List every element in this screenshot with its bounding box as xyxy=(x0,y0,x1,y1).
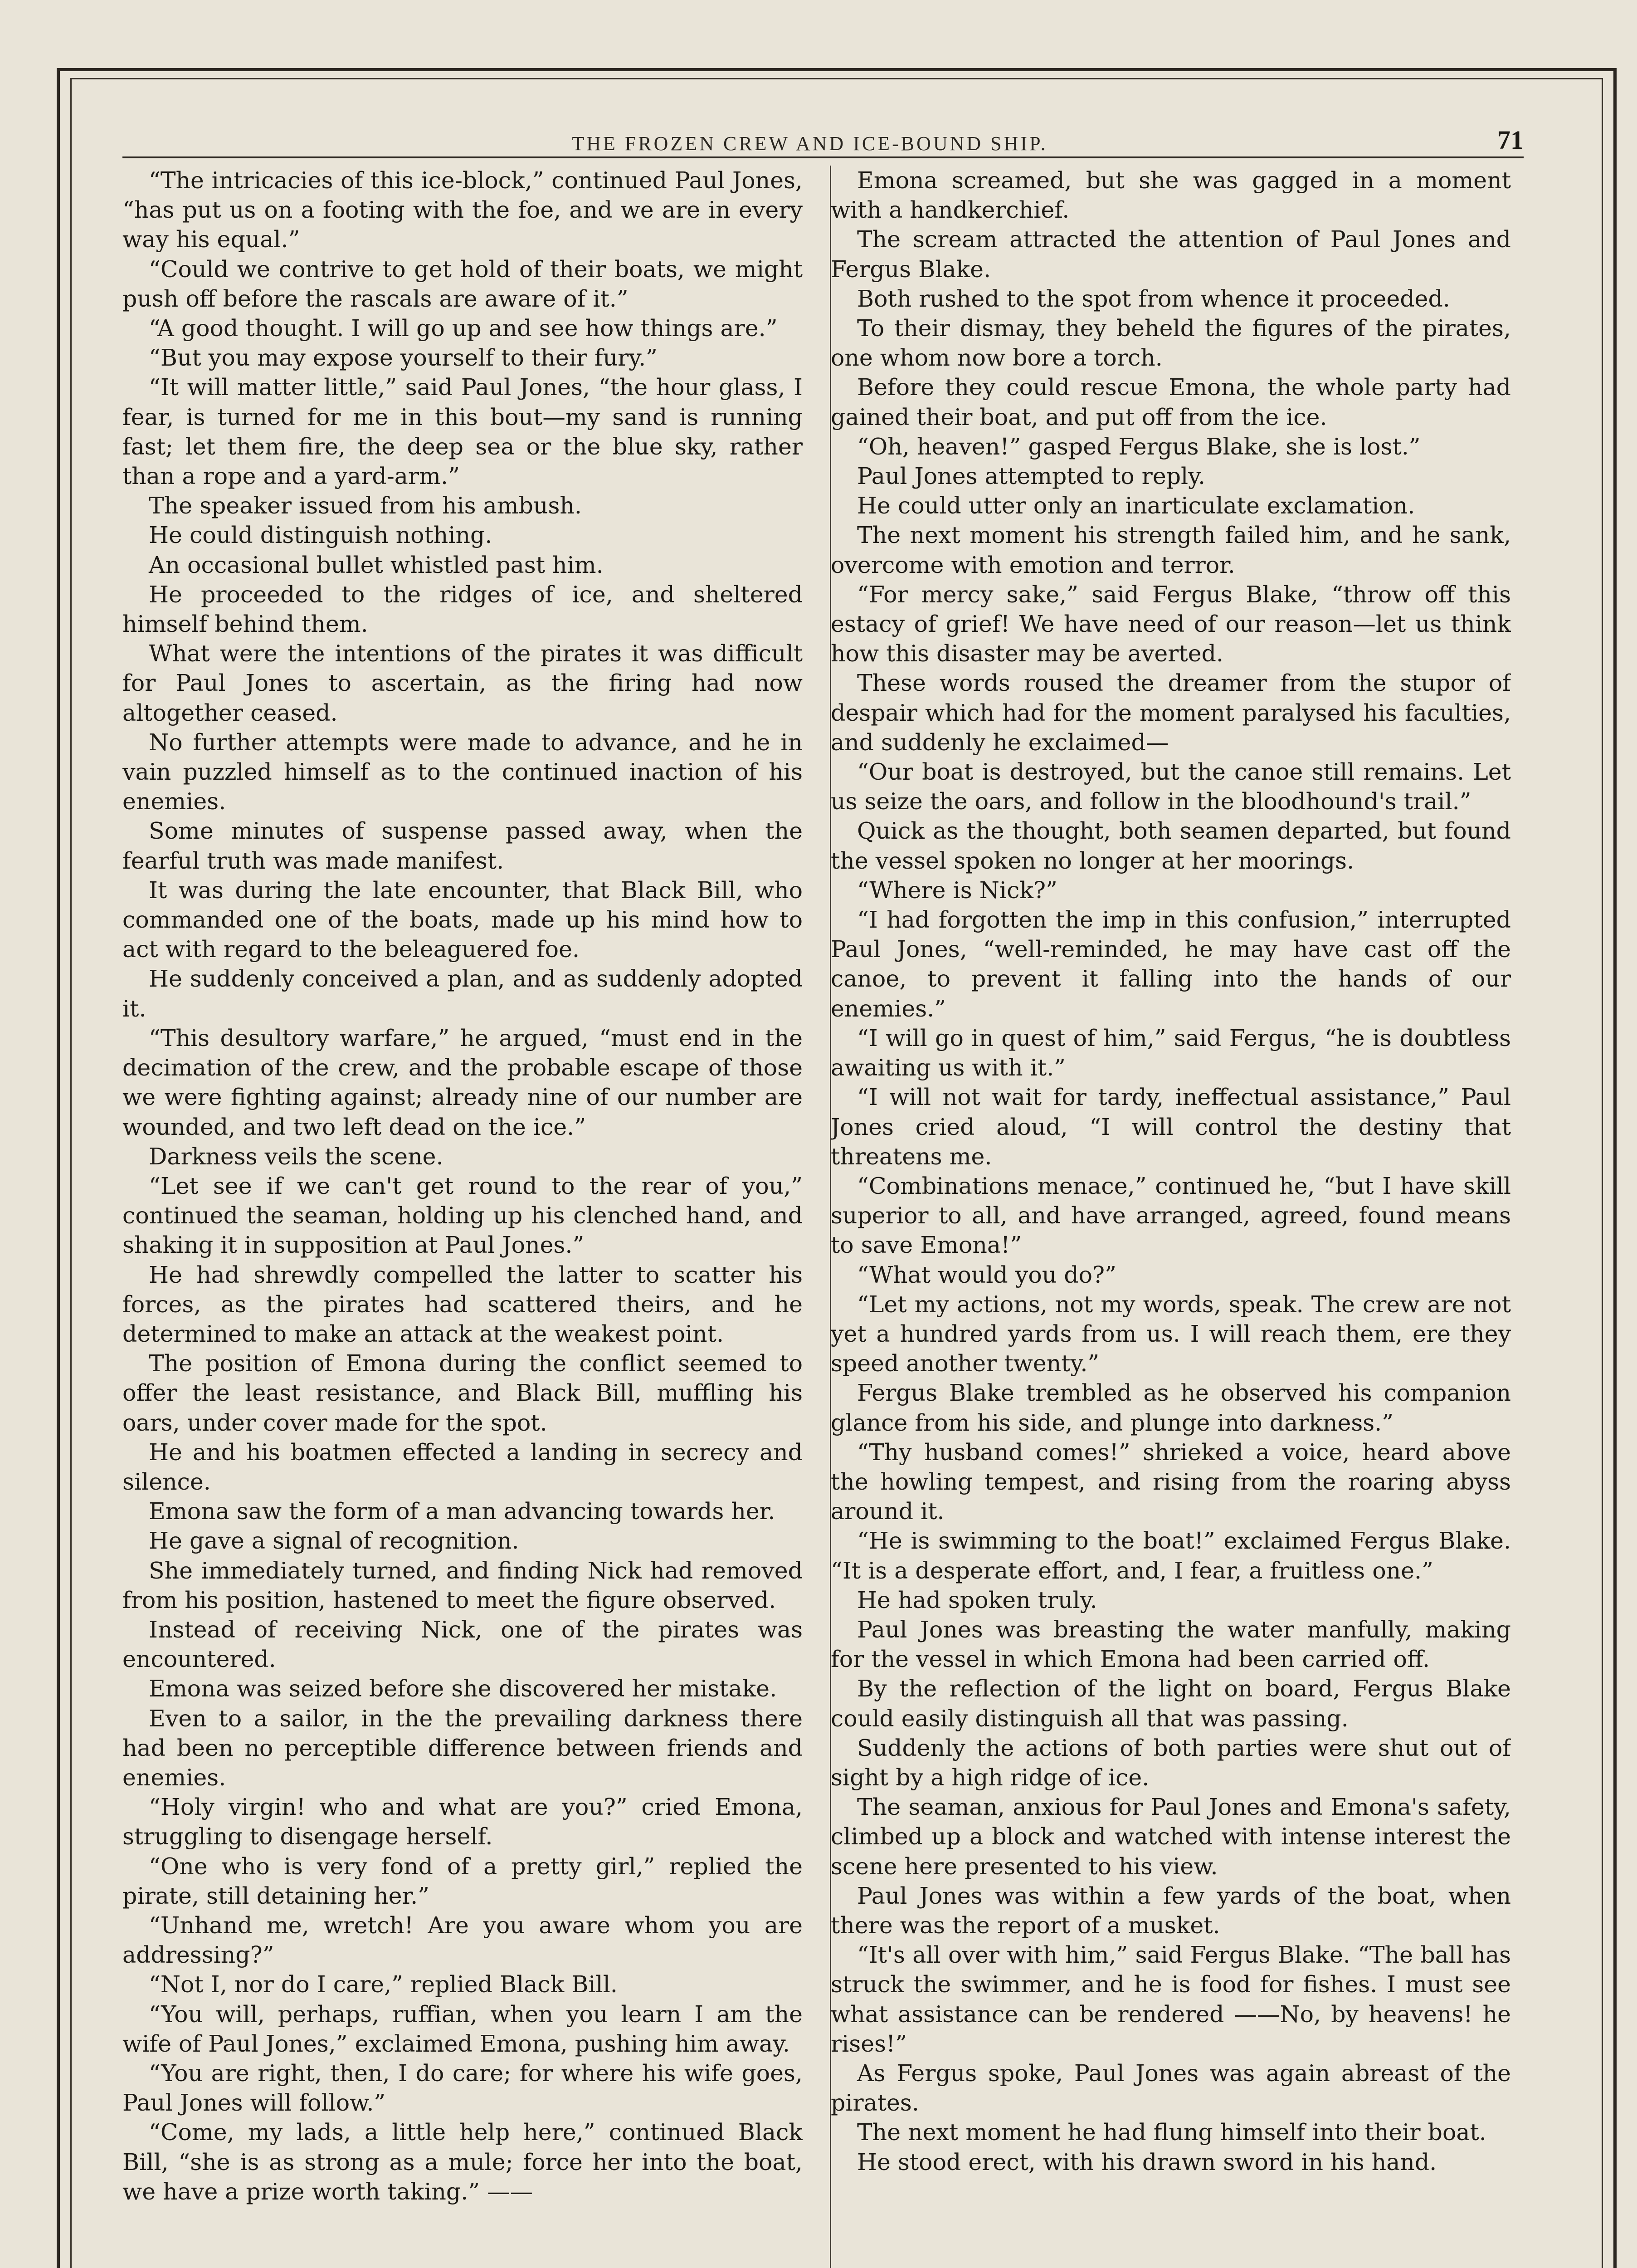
header-rule xyxy=(122,156,1524,158)
paragraph: “It's all over with him,” said Fergus Blake. “The ball has struck the swimmer, and he is food for fishes. I must see what assistance can be rendered ——No, by heavens! he rises!” xyxy=(831,1941,1511,2057)
paragraph: He and his boatmen effected a landing in secrecy and silence. xyxy=(122,1438,803,1495)
paragraph: Some minutes of suspense passed away, when the fearful truth was made manifest. xyxy=(122,817,803,874)
paragraph: As Fergus spoke, Paul Jones was again abreast of the pirates. xyxy=(831,2060,1511,2116)
paragraph: He suddenly conceived a plan, and as suddenly adopted it. xyxy=(122,965,803,1022)
paragraph: “Could we contrive to get hold of their boats, we might push off before the rascals are aware of it.” xyxy=(122,255,803,312)
paragraph: Fergus Blake trembled as he observed his companion glance from his side, and plunge into darkness.” xyxy=(831,1379,1511,1436)
paragraph: “This desultory warfare,” he argued, “must end in the decimation of the crew, and the probable escape of those we were fighting against; already nine of our number are wounded, and two left dead on the ice.” xyxy=(122,1024,803,1140)
paragraph: Both rushed to the spot from whence it proceeded. xyxy=(857,285,1450,312)
paragraph: Instead of receiving Nick, one of the pirates was encountered. xyxy=(122,1616,803,1673)
paragraph: He could distinguish nothing. xyxy=(149,522,492,549)
paragraph: Emona saw the form of a man advancing towards her. xyxy=(149,1498,775,1525)
paragraph: “Where is Nick?” xyxy=(857,876,1057,904)
paragraph: The scream attracted the attention of Paul Jones and Fergus Blake. xyxy=(831,226,1511,283)
paragraph: An occasional bullet whistled past him. xyxy=(149,551,604,578)
paragraph: Before they could rescue Emona, the whole party had gained their boat, and put off from the ice. xyxy=(831,374,1511,430)
paragraph: “I will not wait for tardy, ineffectual assistance,” Paul Jones cried aloud, “I will control the destiny that threatens me. xyxy=(831,1084,1511,1170)
paragraph: Darkness veils the scene. xyxy=(149,1143,443,1170)
paragraph: What were the intentions of the pirates it was difficult for Paul Jones to ascertain, as the firing had now altogether ceased. xyxy=(122,640,803,726)
paragraph: Quick as the thought, both seamen departed, but found the vessel spoken no longer at her moorings. xyxy=(831,817,1511,874)
paragraph: “One who is very fond of a pretty girl,” replied the pirate, still detaining her.” xyxy=(122,1853,803,1909)
paragraph: “Come, my lads, a little help here,” continued Black Bill, “she is as strong as a mule; force her into the boat, we have a prize worth taking.” —— xyxy=(122,2119,803,2205)
paragraph: “I will go in quest of him,” said Fergus, “he is doubtless awaiting us with it.” xyxy=(831,1024,1511,1081)
paragraph: “A good thought. I will go up and see how things are.” xyxy=(149,315,778,342)
paragraph: Emona screamed, but she was gagged in a moment with a handkerchief. xyxy=(831,167,1511,224)
paragraph: The next moment his strength failed him, and he sank, overcome with emotion and terror. xyxy=(831,522,1511,578)
paragraph: The next moment he had flung himself into their boat. xyxy=(857,2119,1486,2146)
paragraph: “I had forgotten the imp in this confusion,” interrupted Paul Jones, “well-reminded, he may have cast off the canoe, to prevent it falling into the hands of our enemies.” xyxy=(831,906,1511,1022)
paragraph: He gave a signal of recognition. xyxy=(149,1527,519,1554)
paragraph: “What would you do?” xyxy=(857,1261,1116,1288)
paragraph: “You will, perhaps, ruffian, when you learn I am the wife of Paul Jones,” exclaimed Emona, pushing him away. xyxy=(122,2000,803,2057)
paragraph: “Oh, heaven!” gasped Fergus Blake, she is lost.” xyxy=(857,433,1421,460)
paragraph: “Our boat is destroyed, but the canoe still remains. Let us seize the oars, and follow in the bloodhound's trail.” xyxy=(831,758,1511,815)
paragraph: He had shrewdly compelled the latter to scatter his forces, as the pirates had scattered theirs, and he determined to make an attack at the weakest point. xyxy=(122,1261,803,1347)
paragraph: Paul Jones attempted to reply. xyxy=(857,463,1206,490)
paragraph: By the reflection of the light on board, Fergus Blake could easily distinguish all that was passing. xyxy=(831,1675,1511,1732)
paragraph: She immediately turned, and finding Nick had removed from his position, hastened to meet the figure observed. xyxy=(122,1557,803,1613)
paragraph: “Unhand me, wretch! Are you aware whom you are addressing?” xyxy=(122,1911,803,1969)
paragraph: To their dismay, they beheld the figures of the pirates, one whom now bore a torch. xyxy=(831,315,1511,371)
paragraph: “Thy husband comes!” shrieked a voice, heard above the howling tempest, and rising from the roaring abyss around it. xyxy=(831,1438,1511,1525)
page-number: 71 xyxy=(1497,125,1524,155)
paragraph: No further attempts were made to advance, and he in vain puzzled himself as to the continued inaction of his enemies. xyxy=(122,728,803,815)
paragraph: He stood erect, with his drawn sword in his hand. xyxy=(857,2148,1437,2175)
paragraph: Emona was seized before she discovered her mistake. xyxy=(149,1675,777,1702)
paragraph: “Let see if we can't get round to the rear of you,” continued the seaman, holding up his clenched hand, and shaking it in supposition at Paul Jones.” xyxy=(122,1172,803,1259)
running-title: THE FROZEN CREW AND ICE-BOUND SHIP. xyxy=(572,132,1048,155)
paragraph: It was during the late encounter, that Black Bill, who commanded one of the boats, made up his mind how to act with regard to the beleaguered foe. xyxy=(122,876,803,963)
article-body xyxy=(122,166,1526,2268)
paragraph: Even to a sailor, in the the prevailing darkness there had been no perceptible difference between friends and enemies. xyxy=(122,1705,803,1791)
paragraph: “The intricacies of this ice-block,” continued Paul Jones, “has put us on a footing with the foe, and we are in every way his equal.” xyxy=(122,167,803,253)
paragraph: “Combinations menace,” continued he, “but I have skill superior to all, and have arranged, agreed, found means to save Emona!” xyxy=(831,1172,1511,1259)
paragraph: “Holy virgin! who and what are you?” cried Emona, struggling to disengage herself. xyxy=(122,1794,803,1850)
paragraph: He had spoken truly. xyxy=(857,1586,1097,1613)
paragraph: He could utter only an inarticulate exclamation. xyxy=(857,492,1415,519)
paragraph: Suddenly the actions of both parties were shut out of sight by a high ridge of ice. xyxy=(831,1734,1511,1791)
paragraph: The seaman, anxious for Paul Jones and Emona's safety, climbed up a block and watched with intense interest the scene here presented to his view. xyxy=(831,1794,1511,1880)
paragraph: Paul Jones was breasting the water manfully, making for the vessel in which Emona had been carried off. xyxy=(831,1616,1511,1673)
page-header xyxy=(122,119,1524,155)
paragraph: “It will matter little,” said Paul Jones, “the hour glass, I fear, is turned for me in this bout—my sand is running fast; let them fire, the deep sea or the blue sky, rather than a rope and a yard-arm.” xyxy=(122,374,803,490)
paragraph: “Let my actions, not my words, speak. The crew are not yet a hundred yards from us. I will reach them, ere they speed another twenty.” xyxy=(831,1290,1511,1377)
paragraph: “You are right, then, I do care; for where his wife goes, Paul Jones will follow.” xyxy=(122,2060,803,2116)
paragraph: “For mercy sake,” said Fergus Blake, “throw off this estacy of grief! We have need of our reason—let us think how this disaster may be averted. xyxy=(831,581,1511,667)
paragraph: He proceeded to the ridges of ice, and sheltered himself behind them. xyxy=(122,581,803,638)
paragraph: Paul Jones was within a few yards of the boat, when there was the report of a musket. xyxy=(831,1882,1511,1939)
right-column xyxy=(831,166,1511,2268)
paragraph: “Not I, nor do I care,” replied Black Bill. xyxy=(149,1971,618,1998)
left-column xyxy=(122,166,803,2268)
paragraph: The position of Emona during the conflict seemed to offer the least resistance, and Black Bill, muffling his oars, under cover made for the spot. xyxy=(122,1350,803,1436)
paragraph: “But you may expose yourself to their fury.” xyxy=(149,344,658,371)
paragraph: The speaker issued from his ambush. xyxy=(149,492,582,519)
paragraph: “He is swimming to the boat!” exclaimed Fergus Blake. “It is a desperate effort, and, I fear, a fruitless one.” xyxy=(831,1527,1511,1584)
paragraph: These words roused the dreamer from the stupor of despair which had for the moment paralysed his faculties, and suddenly he exclaimed— xyxy=(831,670,1511,756)
